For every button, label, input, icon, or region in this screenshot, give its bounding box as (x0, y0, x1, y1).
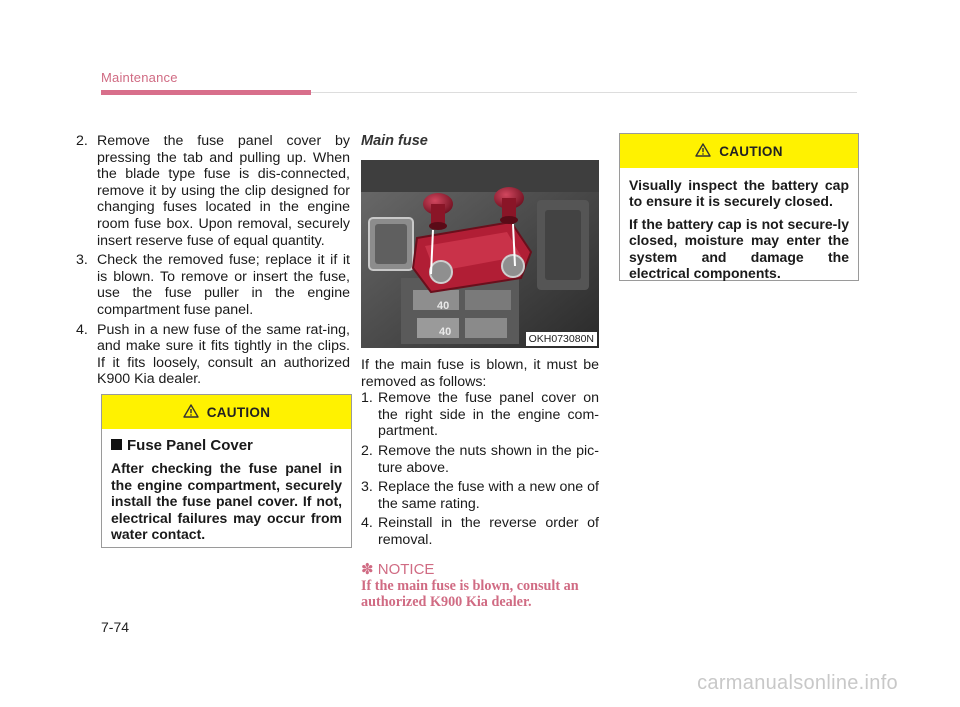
left-column (76, 133, 350, 391)
list-item: 4. Reinstall in the reverse order of removal. (361, 515, 599, 548)
list-item: 4. Push in a new fuse of the same rat-ing, and make sure it fits tightly in the clips. If it fits loosely, consult an authorized K900 Kia dealer. (76, 321, 350, 388)
caution-header (620, 134, 858, 168)
fuse-label-40: 40 (437, 300, 450, 312)
main-fuse-photo (361, 160, 599, 348)
square-bullet-icon (111, 439, 122, 450)
main-fuse-header (361, 133, 599, 150)
list-item: 3. Replace the fuse with a new one of the same rating. (361, 479, 599, 512)
page-number: 7-74 (101, 619, 130, 635)
list-item: 2. Remove the fuse panel cover by pressing the tab and pulling up. When the blade type fuse is dis-connected, remove it by using the clip designed for changing fuses located in the engine room fuse box. Upon removal, securely insert reserve fuse of equal quantity. (76, 133, 350, 249)
section-label: Maintenance (101, 70, 178, 85)
main-fuse-title: Main fuse (361, 133, 428, 149)
warning-triangle-icon (183, 404, 199, 421)
left-steps-list (76, 133, 350, 388)
caution-text: After checking the fuse panel in the engine compartment, securely install the fuse panel cover. If not, electrical failures may occur from water contact. (111, 460, 342, 543)
main-fuse-steps-list (361, 390, 599, 548)
caution-box-battery-cap (619, 133, 859, 281)
main-fuse-section (361, 357, 599, 552)
caution-text: If the battery cap is not secure-ly closed, moisture may enter the system and damage the electrical components. (629, 215, 849, 282)
warning-triangle-icon (695, 143, 711, 160)
list-item: 2. Remove the nuts shown in the pic-ture above. (361, 442, 599, 476)
watermark: carmanualsonline.info (697, 672, 898, 694)
fuse-label-40: 40 (439, 326, 452, 338)
caution-heading: CAUTION (206, 404, 271, 420)
caution-heading: CAUTION (719, 143, 783, 159)
notice-title: ✽ NOTICE (361, 561, 435, 578)
notice-body: If the main fuse is blown, consult an authorized K900 Kia dealer. (361, 578, 579, 610)
main-fuse-intro: If the main fuse is blown, it must be removed as follows: (361, 357, 599, 390)
caution-text: Visually inspect the battery cap to ensure it is securely closed. (629, 177, 849, 210)
caution-subtitle: Fuse Panel Cover (111, 438, 342, 454)
caution-box-fuse-panel (101, 394, 352, 548)
caution-header (102, 395, 351, 429)
header-accent-rule (101, 90, 311, 95)
list-item: 3. Check the removed fuse; replace it if it is blown. To remove or insert the fuse, use the fuse puller in the engine compartment fuse panel. (76, 252, 350, 318)
list-item: 1. Remove the fuse panel cover on the right side in the engine com-partment. (361, 390, 599, 440)
image-code: OKH073080N (526, 332, 597, 346)
header-thin-rule (311, 92, 857, 93)
